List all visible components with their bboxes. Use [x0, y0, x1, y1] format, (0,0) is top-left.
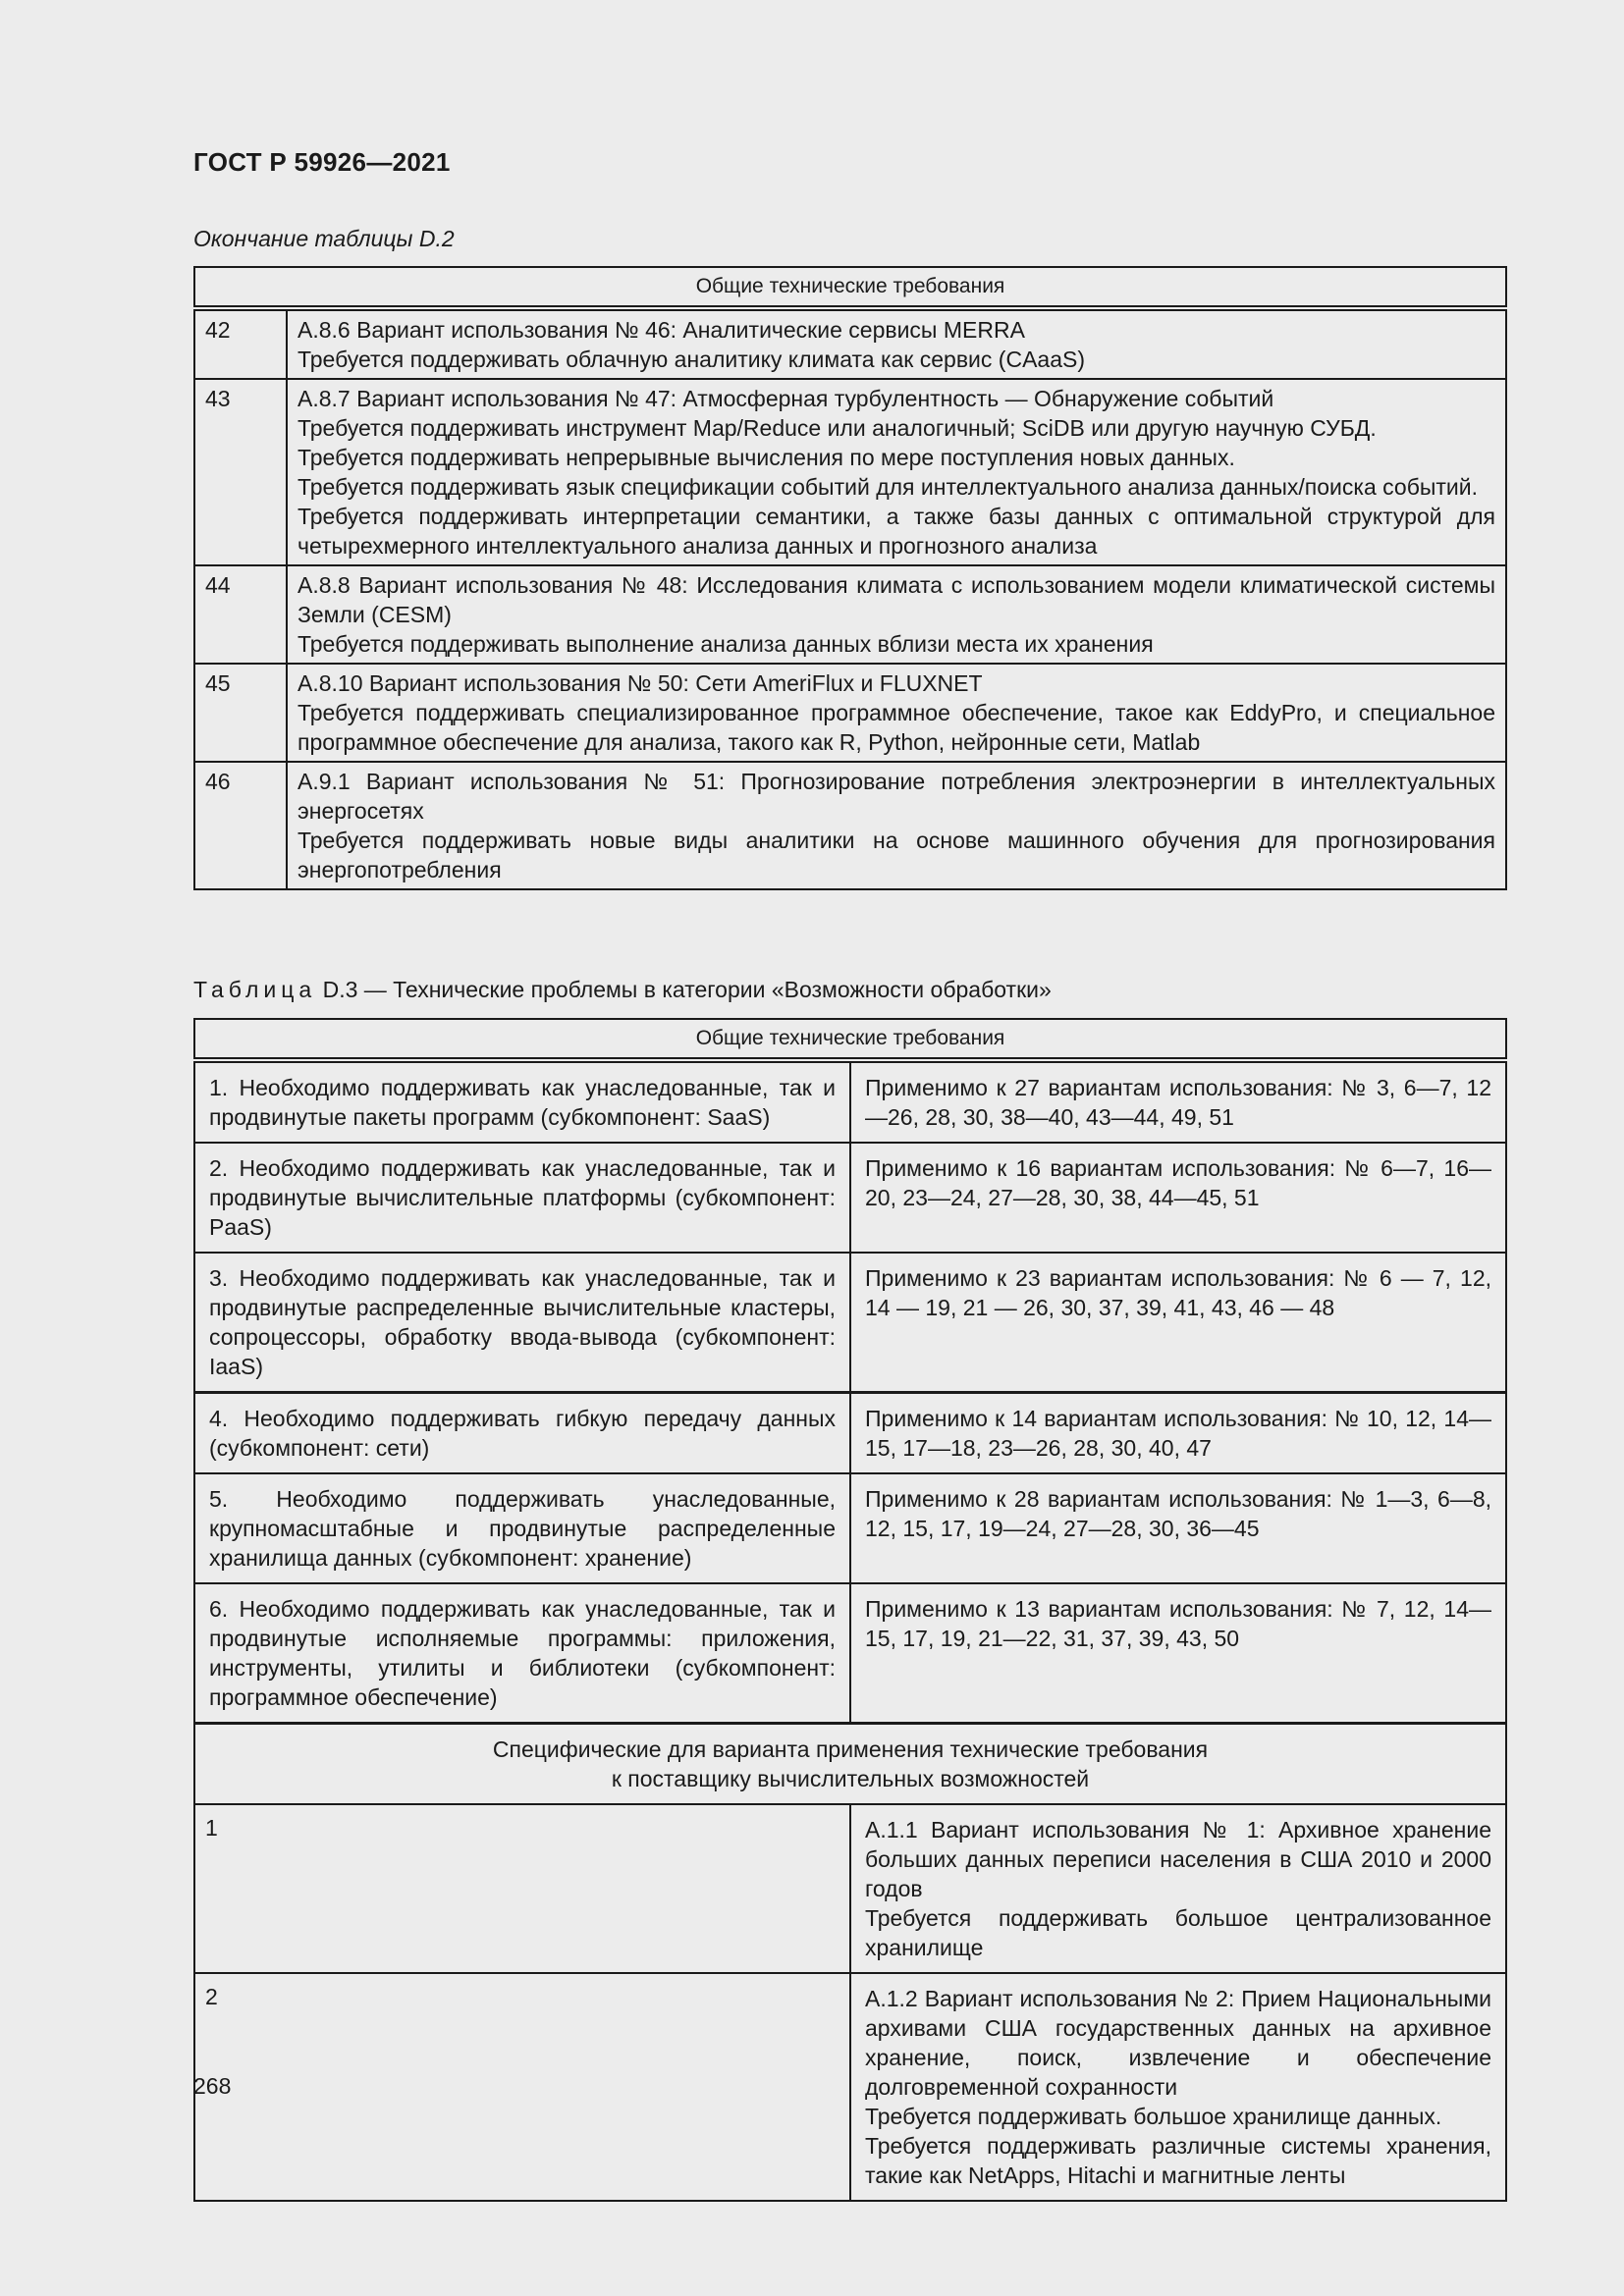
- requirement-cell: 6. Необходимо поддерживать как унаследованные, так и продвинутые исполняемые программы: приложения, инструменты, утилиты и библиотеки (субкомпонент: программное обеспечение): [194, 1583, 850, 1724]
- page-number: 268: [193, 2073, 232, 2099]
- table-row: [194, 565, 1506, 664]
- row-content: [287, 664, 1506, 762]
- row-line: Требуется поддерживать инструмент Map/Reduce или аналогичный; SciDB или другую научную СУБД.: [298, 415, 1377, 441]
- row-line: А.8.8 Вариант использования № 48: Исследования климата с использованием модели климатической системы Земли (CESM): [298, 572, 1495, 627]
- table-d3-caption-prefix: Таблица: [193, 977, 317, 1002]
- specific-header-line: к поставщику вычислительных возможностей: [611, 1766, 1090, 1791]
- table-row: [194, 1973, 1506, 2201]
- applicability-cell: Применимо к 16 вариантам использования: № 6—7, 16—20, 23—24, 27—28, 30, 38, 44—45, 51: [850, 1143, 1506, 1253]
- requirement-cell: 2. Необходимо поддерживать как унаследованные, так и продвинутые вычислительные платформы (субкомпонент: PaaS): [194, 1143, 850, 1253]
- table-d2: [193, 266, 1507, 890]
- table-row: [194, 1583, 1506, 1724]
- table-row: [194, 1143, 1506, 1253]
- row-content: [287, 565, 1506, 664]
- document-id: ГОСТ Р 59926—2021: [193, 147, 451, 177]
- table-d2-header: Общие технические требования: [194, 267, 1506, 308]
- row-content: [287, 379, 1506, 565]
- row-content: [287, 308, 1506, 379]
- table-row: [194, 1393, 1506, 1474]
- table-continuation-label: Окончание таблицы D.2: [193, 226, 455, 251]
- table-row: [194, 308, 1506, 379]
- row-line: Требуется поддерживать интерпретации семантики, а также базы данных с оптимальной структурой для четырехмерного интеллектуального анализа данных и прогнозного анализа: [298, 504, 1495, 559]
- table-row: [194, 1473, 1506, 1583]
- table-row: [194, 664, 1506, 762]
- requirement-cell: 1. Необходимо поддерживать как унаследованные, так и продвинутые пакеты программ (субкомпонент: SaaS): [194, 1060, 850, 1143]
- applicability-cell: Применимо к 14 вариантам использования: № 10, 12, 14—15, 17—18, 23—26, 28, 30, 40, 47: [850, 1393, 1506, 1474]
- row-line: А.1.1 Вариант использования № 1: Архивное хранение больших данных переписи населения в США 2010 и 2000 годов: [865, 1817, 1491, 1901]
- table-row: [194, 1060, 1506, 1143]
- row-line: Требуется поддерживать новые виды аналитики на основе машинного обучения для прогнозирования энергопотребления: [298, 828, 1495, 882]
- applicability-cell: Применимо к 28 вариантам использования: № 1—3, 6—8, 12, 15, 17, 19—24, 27—28, 30, 36—45: [850, 1473, 1506, 1583]
- row-content: [287, 762, 1506, 889]
- table-d3-header: Общие технические требования: [194, 1019, 1506, 1060]
- row-number: 46: [194, 762, 287, 889]
- row-line: Требуется поддерживать непрерывные вычисления по мере поступления новых данных.: [298, 445, 1235, 470]
- row-line: Требуется поддерживать выполнение анализа данных вблизи места их хранения: [298, 631, 1154, 657]
- row-line: Требуется поддерживать различные системы хранения, такие как NetApps, Hitachi и магнитные ленты: [865, 2133, 1491, 2188]
- row-line: Требуется поддерживать большое хранилище данных.: [865, 2104, 1442, 2129]
- row-line: А.9.1 Вариант использования № 51: Прогнозирование потребления электроэнергии в интеллектуальных энергосетях: [298, 769, 1495, 824]
- specific-header-line: Специфические для варианта применения технические требования: [492, 1736, 1209, 1762]
- requirement-cell: 3. Необходимо поддерживать как унаследованные, так и продвинутые распределенные вычислительные кластеры, сопроцессоры, обработку ввода-вывода (субкомпонент: IaaS): [194, 1253, 850, 1393]
- row-line: А.1.2 Вариант использования № 2: Прием Национальными архивами США государственных данных на архивное хранение, поиск, извлечение и обеспечение долговременной сохранности: [865, 1986, 1491, 2100]
- row-number: 45: [194, 664, 287, 762]
- row-line: Требуется поддерживать большое централизованное хранилище: [865, 1905, 1491, 1960]
- table-d3: [193, 1018, 1507, 2202]
- row-number: 44: [194, 565, 287, 664]
- row-number: 1: [194, 1804, 850, 1973]
- row-number: 42: [194, 308, 287, 379]
- requirement-cell: 4. Необходимо поддерживать гибкую передачу данных (субкомпонент: сети): [194, 1393, 850, 1474]
- row-content: [850, 1804, 1506, 1973]
- table-d3-caption: [193, 977, 1052, 1003]
- table-row: [194, 379, 1506, 565]
- row-number: 43: [194, 379, 287, 565]
- row-line: А.8.10 Вариант использования № 50: Сети AmeriFlux и FLUXNET: [298, 670, 983, 696]
- table-row: [194, 1253, 1506, 1393]
- row-line: Требуется поддерживать специализированное программное обеспечение, такое как EddyPro, и специальное программное обеспечение для анализа, такого как R, Python, нейронные сети, Matlab: [298, 700, 1495, 755]
- row-line: Требуется поддерживать облачную аналитику климата как сервис (CAaaS): [298, 347, 1085, 372]
- row-number: 2: [194, 1973, 850, 2201]
- requirement-cell: 5. Необходимо поддерживать унаследованные, крупномасштабные и продвинутые распределенные хранилища данных (субкомпонент: хранение): [194, 1473, 850, 1583]
- row-line: Требуется поддерживать язык спецификации событий для интеллектуального анализа данных/поиска событий.: [298, 474, 1479, 500]
- row-line: А.8.7 Вариант использования № 47: Атмосферная турбулентность — Обнаружение событий: [298, 386, 1274, 411]
- row-content: [850, 1973, 1506, 2201]
- applicability-cell: Применимо к 23 вариантам использования: № 6 — 7, 12, 14 — 19, 21 — 26, 30, 37, 39, 41, 43, 46 — 48: [850, 1253, 1506, 1393]
- table-d3-caption-title: D.3 — Технические проблемы в категории «Возможности обработки»: [316, 977, 1052, 1002]
- specific-requirements-header: [194, 1724, 1506, 1805]
- applicability-cell: Применимо к 27 вариантам использования: № 3, 6—7, 12—26, 28, 30, 38—40, 43—44, 49, 51: [850, 1060, 1506, 1143]
- table-row: [194, 1804, 1506, 1973]
- table-row: [194, 762, 1506, 889]
- row-line: А.8.6 Вариант использования № 46: Аналитические сервисы MERRA: [298, 317, 1025, 343]
- applicability-cell: Применимо к 13 вариантам использования: № 7, 12, 14—15, 17, 19, 21—22, 31, 37, 39, 43, 50: [850, 1583, 1506, 1724]
